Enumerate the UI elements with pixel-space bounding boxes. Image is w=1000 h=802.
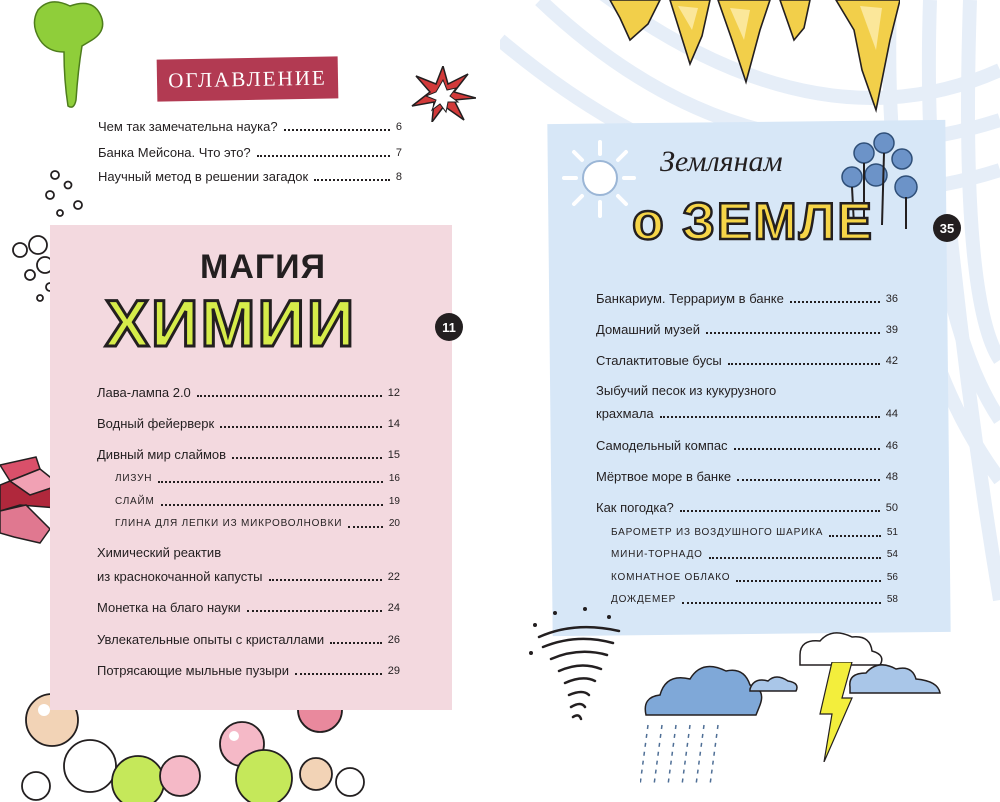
- earth-title-line2: о ЗЕМЛЕ: [632, 193, 874, 251]
- toc-subitem[interactable]: [611, 547, 898, 563]
- toc-intro-item[interactable]: [98, 145, 402, 161]
- toc-item-page: 42: [885, 355, 898, 367]
- toc-item-page: 54: [886, 549, 898, 560]
- toc-item-page: 19: [388, 496, 400, 507]
- leader-dots: [330, 642, 382, 644]
- toc-item-page: 24: [387, 602, 400, 614]
- toc-subitem-label: ЛИЗУН: [115, 473, 153, 484]
- toc-subitem-label: КОМНАТНОЕ ОБЛАКО: [611, 572, 731, 583]
- toc-subitem-label: СЛАЙМ: [115, 496, 155, 507]
- toc-item[interactable]: [97, 569, 400, 585]
- toc-item[interactable]: [596, 469, 898, 485]
- earth-title-line1: Землянам: [660, 145, 783, 178]
- toc-item-label: из краснокочанной капусты: [97, 569, 263, 584]
- toc-item-label: Потрясающие мыльные пузыри: [97, 663, 289, 678]
- leader-dots: [269, 579, 382, 581]
- toc-item[interactable]: [97, 632, 400, 648]
- toc-item-label: Банкариум. Террариум в банке: [596, 291, 784, 306]
- toc-item-label: Лава-лампа 2.0: [97, 385, 191, 400]
- toc-item-page: 46: [885, 440, 898, 452]
- toc-item-page: 56: [886, 572, 898, 583]
- toc-item[interactable]: [596, 500, 898, 516]
- toc-subitem-label: МИНИ-ТОРНАДО: [611, 549, 703, 560]
- toc-item-label: Сталактитовые бусы: [596, 353, 722, 368]
- toc-item-page: 20: [388, 518, 400, 529]
- toc-item-page: 48: [885, 471, 898, 483]
- leader-dots: [829, 535, 881, 537]
- toc-item-page: 12: [387, 387, 400, 399]
- toc-item-label: Домашний музей: [596, 322, 700, 337]
- toc-item-page: 8: [395, 171, 402, 183]
- toc-item-label: Банка Мейсона. Что это?: [98, 145, 251, 160]
- toc-item[interactable]: [596, 406, 898, 422]
- toc-item-page: 51: [886, 527, 898, 538]
- toc-subitem[interactable]: [115, 471, 400, 487]
- toc-subitem[interactable]: [611, 525, 898, 541]
- toc-item-page: 7: [395, 147, 402, 159]
- toc-item-page: 26: [387, 634, 400, 646]
- stalactites-icon: [600, 0, 900, 115]
- toc-item-label: Чем так замечательна наука?: [98, 119, 278, 134]
- red-star-burst-icon: [410, 66, 476, 122]
- toc-item-page: 44: [885, 408, 898, 420]
- leader-dots: [257, 155, 390, 157]
- toc-item-label: Как погодка?: [596, 500, 674, 515]
- toc-item[interactable]: [596, 322, 898, 338]
- leader-dots: [728, 363, 880, 365]
- toc-item-label: Мёртвое море в банке: [596, 469, 732, 484]
- toc-item[interactable]: [596, 438, 898, 454]
- leader-dots: [706, 332, 880, 334]
- chemistry-title-line1: МАГИЯ: [200, 248, 327, 286]
- toc-item-label: крахмала: [596, 406, 654, 421]
- toc-intro-item[interactable]: [98, 169, 402, 185]
- leader-dots: [314, 179, 390, 181]
- toc-item-page: 22: [387, 571, 400, 583]
- toc-item-label: Самодельный компас: [596, 438, 728, 453]
- toc-item[interactable]: [596, 291, 898, 307]
- leader-dots: [682, 602, 881, 604]
- toc-item-page: 50: [885, 502, 898, 514]
- toc-subitem[interactable]: [611, 570, 898, 586]
- toc-item[interactable]: [97, 600, 400, 616]
- toc-item[interactable]: [97, 385, 400, 401]
- toc-item[interactable]: [596, 353, 898, 369]
- leader-dots: [295, 673, 382, 675]
- leader-dots: [709, 557, 881, 559]
- chemistry-chapter-number: 11: [435, 313, 463, 341]
- toc-subitem[interactable]: [611, 592, 898, 608]
- toc-subitem-label: БАРОМЕТР ИЗ ВОЗДУШНОГО ШАРИКА: [611, 527, 824, 538]
- storm-cloud-icon: [640, 625, 950, 785]
- leader-dots: [348, 526, 383, 528]
- toc-subitem[interactable]: [115, 494, 400, 510]
- leader-dots: [790, 301, 880, 303]
- toc-item-page: 6: [395, 121, 402, 133]
- earth-chapter-number: 35: [933, 214, 961, 242]
- toc-item-page: 15: [387, 449, 400, 461]
- leader-dots: [734, 448, 880, 450]
- toc-title: ОГЛАВЛЕНИЕ: [157, 56, 339, 101]
- toc-item-page: 14: [387, 418, 400, 430]
- tornado-icon: [525, 603, 625, 733]
- leader-dots: [736, 580, 881, 582]
- leader-dots: [220, 426, 382, 428]
- toc-item-page: 29: [387, 665, 400, 677]
- toc-item-page: 36: [885, 293, 898, 305]
- toc-item-label: Увлекательные опыты с кристаллами: [97, 632, 325, 647]
- toc-item-label: Водный фейерверк: [97, 416, 215, 431]
- leader-dots: [247, 610, 382, 612]
- toc-item-page: 39: [885, 324, 898, 336]
- toc-item-page: 16: [388, 473, 400, 484]
- toc-item-label-line1: Зыбучий песок из кукурузного: [596, 383, 777, 398]
- chemistry-title-line2: ХИМИИ: [105, 286, 357, 360]
- leader-dots: [737, 479, 880, 481]
- toc-item-label: Монетка на благо науки: [97, 600, 241, 615]
- leader-dots: [680, 510, 880, 512]
- toc-intro-item[interactable]: [98, 119, 402, 135]
- toc-item[interactable]: [97, 447, 400, 463]
- sun-icon: [562, 140, 636, 218]
- leader-dots: [660, 416, 880, 418]
- leader-dots: [197, 395, 382, 397]
- toc-subitem-label: ГЛИНА ДЛЯ ЛЕПКИ ИЗ МИКРОВОЛНОВКИ: [115, 518, 343, 529]
- toc-item-page: 58: [886, 594, 898, 605]
- toc-item[interactable]: [97, 416, 400, 432]
- lightning-icon: [818, 662, 858, 762]
- leader-dots: [161, 504, 383, 506]
- toc-item[interactable]: [97, 663, 400, 679]
- toc-subitem[interactable]: [115, 516, 400, 532]
- toc-item-label: Дивный мир слаймов: [97, 447, 227, 462]
- toc-item-label-line1: Химический реактив: [97, 545, 222, 560]
- slime-drip-icon: [30, 0, 110, 112]
- leader-dots: [284, 129, 390, 131]
- leader-dots: [232, 457, 382, 459]
- toc-subitem-label: ДОЖДЕМЕР: [611, 594, 677, 605]
- toc-item-label: Научный метод в решении загадок: [98, 169, 309, 184]
- leader-dots: [158, 481, 383, 483]
